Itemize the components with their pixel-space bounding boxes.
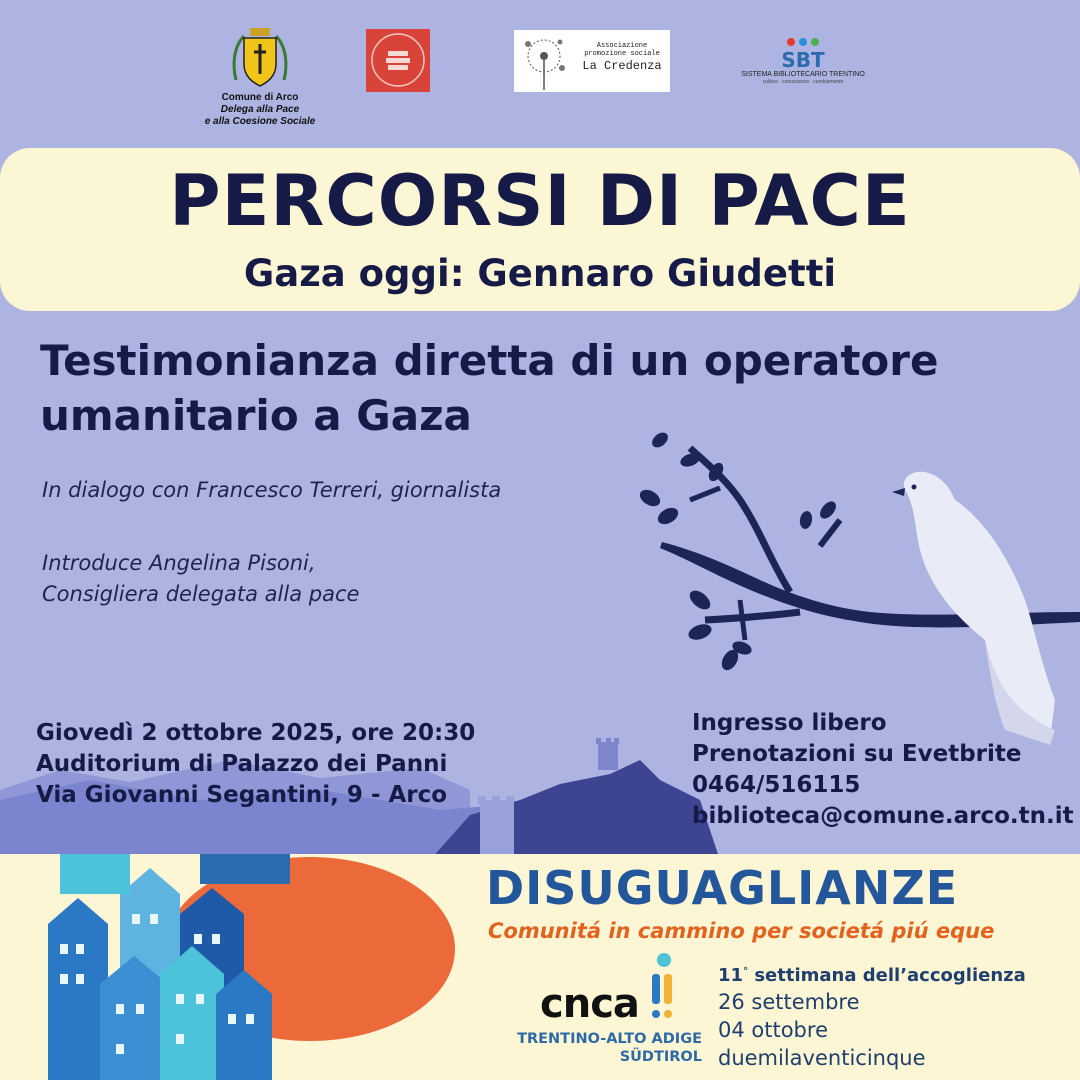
houses-sun-illustration (0, 854, 480, 1080)
arco-line2: e alla Coesione Sociale (204, 116, 316, 127)
sponsor-logos (0, 22, 1080, 132)
credenza-name: La Credenza (582, 59, 662, 73)
cnca-region-line1: TRENTINO-ALTO ADIGE (517, 1031, 702, 1047)
arco-name: Comune di Arco (221, 92, 299, 103)
intro-text (42, 548, 359, 610)
week-dates (718, 988, 926, 1072)
biblioteca-civica-logo (366, 29, 430, 92)
sbt-logo (738, 36, 868, 85)
disuguaglianze-title: DISUGUAGLIANZE (486, 861, 959, 915)
dialog-text: In dialogo con Francesco Terreri, giornalista (42, 478, 502, 502)
heading-line2: umanitario a Gaza (40, 391, 472, 440)
credenza-line2: promozione sociale (584, 50, 660, 58)
cnca-region-line2: SÜDTIROL (619, 1049, 702, 1065)
crest-icon (230, 24, 290, 92)
heading-line1: Testimonianza diretta di un operatore (40, 336, 939, 385)
event-address: Via Giovanni Segantini, 9 - Arco (36, 782, 448, 808)
email-address: biblioteca@comune.arco.tn.it (692, 803, 1074, 829)
books-icon (366, 29, 430, 92)
disuguaglianze-banner (0, 854, 1080, 1080)
credenza-text (576, 42, 668, 74)
entry-text: Ingresso libero (692, 710, 887, 736)
week-text: settimana dell’accoglienza (748, 965, 1026, 986)
sbt-tagline: cultura · conoscenza · cambiamento (762, 79, 844, 85)
sbt-name: SISTEMA BIBLIOTECARIO TRENTINO (741, 71, 865, 78)
booking-text: Prenotazioni su Evetbrite (692, 741, 1022, 767)
week-date-end: 04 ottobre (718, 1018, 828, 1042)
credenza-line1: Associazione (596, 42, 648, 50)
intro-line1: Introduce Angelina Pisoni, (42, 551, 316, 575)
dandelion-icon (514, 30, 574, 92)
disuguaglianze-tagline: Comunitá in cammino per societá piú eque (488, 919, 995, 943)
dove-icon (892, 472, 1055, 745)
poster-title: PERCORSI DI PACE (169, 160, 911, 242)
intro-line2: Consigliera delegata alla pace (42, 582, 360, 606)
sbt-mark-icon (778, 36, 828, 70)
poster-subtitle: Gaza oggi: Gennaro Giudetti (243, 252, 837, 295)
week-date-start: 26 settembre (718, 990, 860, 1014)
comune-arco-logo (190, 24, 330, 128)
event-venue: Auditorium di Palazzo dei Panni (36, 751, 448, 777)
event-details (36, 718, 475, 811)
week-title (718, 960, 1026, 988)
arco-line1: Delega alla Pace (220, 104, 300, 115)
la-credenza-logo (514, 30, 670, 92)
week-number: 11 (718, 965, 744, 986)
sbt-mark-text: SBT (781, 48, 825, 70)
week-ordinal: ° (743, 966, 749, 977)
talk-heading (40, 333, 1040, 443)
week-year: duemilaventicinque (718, 1046, 926, 1070)
cnca-wordmark: cnca (540, 981, 639, 1027)
booking-info (692, 708, 1074, 832)
phone-number: 0464/516115 (692, 772, 861, 798)
event-date: Giovedì 2 ottobre 2025, ore 20:30 (36, 720, 476, 746)
